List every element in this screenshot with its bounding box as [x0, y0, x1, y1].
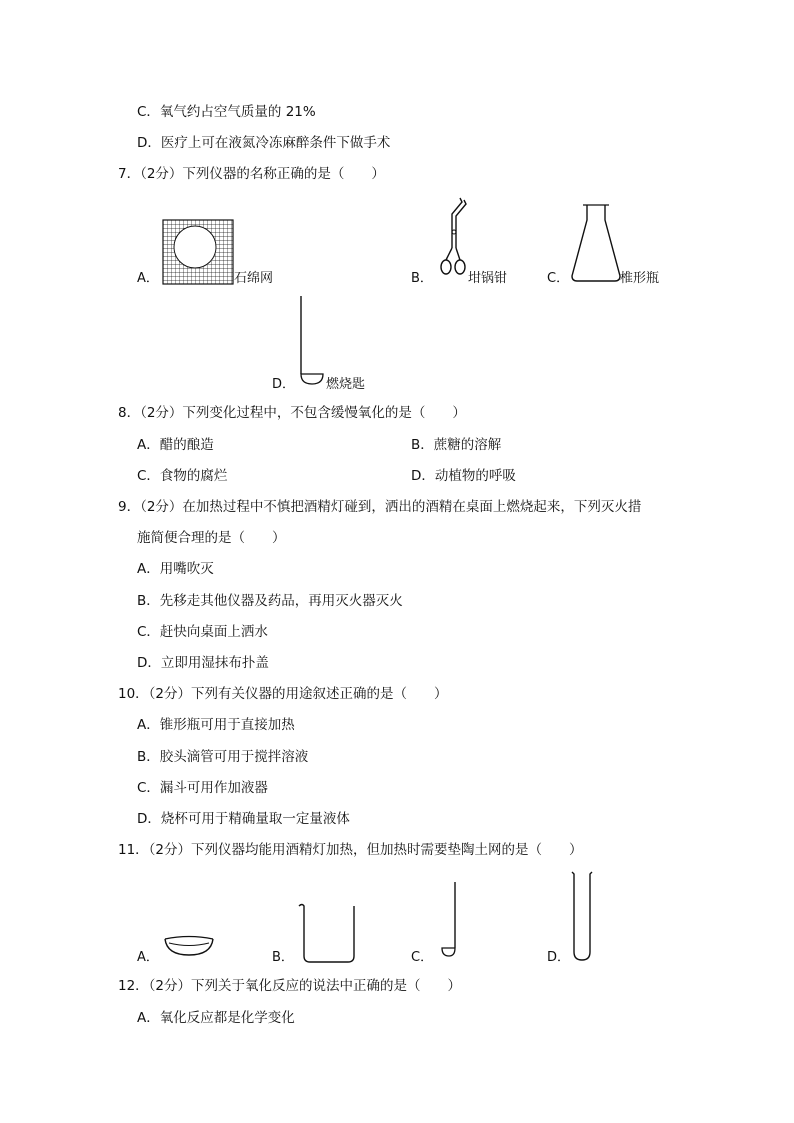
- q7-c-letter: C．: [547, 271, 570, 286]
- q9-option-c: C．赶快向桌面上洒水: [137, 624, 268, 640]
- q10-option-b: B．胶头滴管可用于搅拌溶液: [137, 749, 309, 765]
- q8-option-c: C．食物的腐烂: [137, 468, 228, 484]
- q7-d-letter: D．: [272, 377, 296, 392]
- beaker-icon: [298, 902, 362, 964]
- q12-stem: 12．（2分）下列关于氧化反应的说法中正确的是（ ）: [118, 978, 462, 994]
- q8-option-a: A．醋的酿造: [137, 437, 214, 453]
- conical-flask-icon: [570, 204, 622, 284]
- q7-b-letter: B．: [411, 271, 433, 286]
- q8-option-d: D．动植物的呼吸: [411, 468, 516, 484]
- q11-b-letter: B．: [272, 950, 294, 965]
- evaporating-dish-icon: [163, 935, 215, 959]
- q11-stem: 11．（2分）下列仪器均能用酒精灯加热，但加热时需要垫陶土网的是（ ）: [118, 842, 583, 858]
- q7-a-letter: A．: [137, 271, 159, 286]
- combustion-spoon-icon: [438, 882, 462, 960]
- combustion-spoon-icon: [298, 296, 328, 386]
- q11-a-letter: A．: [137, 950, 159, 965]
- q10-stem: 10．（2分）下列有关仪器的用途叙述正确的是（ ）: [118, 686, 448, 702]
- q6-option-c: C．氧气约占空气质量的 21%: [137, 104, 316, 120]
- q9-option-d: D．立即用湿抹布扑盖: [137, 655, 269, 671]
- q10-option-a: A．锥形瓶可用于直接加热: [137, 717, 295, 733]
- q6-option-d: D．医疗上可在液氮冷冻麻醉条件下做手术: [137, 135, 391, 151]
- q10-option-c: C．漏斗可用作加液器: [137, 780, 268, 796]
- q8-stem: 8．（2分）下列变化过程中，不包含缓慢氧化的是（ ）: [118, 405, 466, 421]
- q10-option-d: D．烧杯可用于精确量取一定量液体: [137, 811, 350, 827]
- q11-d-letter: D．: [547, 950, 571, 965]
- test-tube-icon: [570, 870, 594, 964]
- q9-option-a: A．用嘴吹灭: [137, 561, 214, 577]
- asbestos-gauze-icon: [163, 220, 235, 286]
- q8-option-b: B．蔗糖的溶解: [411, 437, 502, 453]
- q7-stem: 7．（2分）下列仪器的名称正确的是（ ）: [118, 166, 385, 182]
- q7-c-name: 椎形瓶: [620, 271, 660, 286]
- q12-option-a: A．氧化反应都是化学变化: [137, 1010, 295, 1026]
- q9-option-b: B．先移走其他仪器及药品，再用灭火器灭火: [137, 593, 403, 609]
- q11-c-letter: C．: [411, 950, 434, 965]
- q9-stem-line1: 9．（2分）在加热过程中不慎把酒精灯碰到，洒出的酒精在桌面上燃烧起来，下列灭火措: [118, 499, 642, 515]
- q9-stem-line2: 施简便合理的是（ ）: [137, 530, 286, 546]
- q7-d-name: 燃烧匙: [326, 377, 366, 392]
- crucible-tongs-icon: [438, 196, 468, 280]
- q7-b-name: 坩锅钳: [468, 271, 508, 286]
- q7-a-name: 石绵网: [234, 271, 274, 286]
